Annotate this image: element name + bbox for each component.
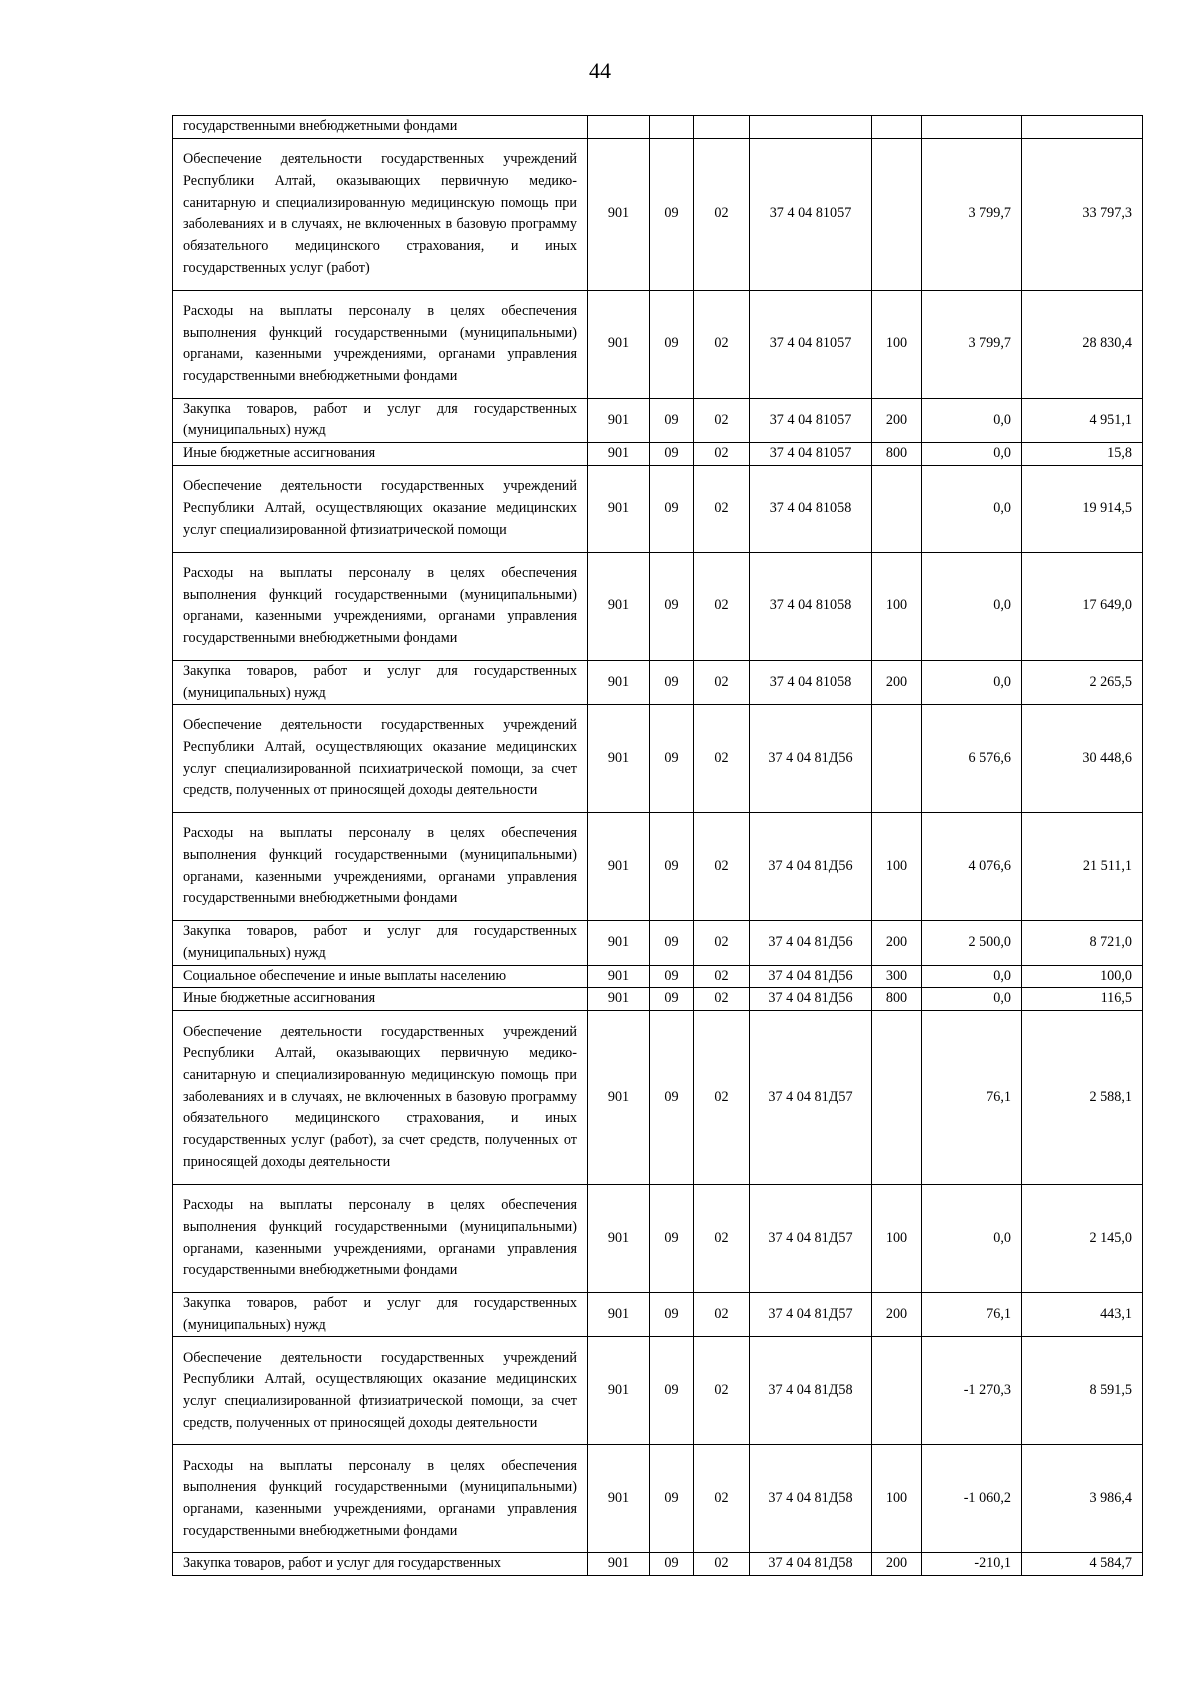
cell-section: 09 [650,1337,694,1445]
cell-target-article: 37 4 04 81Д57 [750,1293,872,1337]
row-name: Закупка товаров, работ и услуг для государственных (муниципальных) нужд [173,1293,588,1337]
cell-subsection: 02 [694,660,750,704]
cell-expense-type: 200 [872,1553,922,1576]
cell-amount-total: 8 721,0 [1022,921,1143,965]
table-row [173,443,1143,466]
cell-amount-total: 116,5 [1022,988,1143,1011]
cell-expense-type: 200 [872,660,922,704]
cell-ministry-code: 901 [588,552,650,660]
budget-table [172,115,1143,1576]
cell-amount-change: -210,1 [922,1553,1022,1576]
cell-amount-change: 0,0 [922,398,1022,442]
cell-ministry-code: 901 [588,1185,650,1293]
table-row [173,921,1143,965]
cell-subsection: 02 [694,290,750,398]
cell-amount-total: 33 797,3 [1022,138,1143,290]
cell-ministry-code: 901 [588,813,650,921]
row-name: Обеспечение деятельности государственных учреждений Республики Алтай, оказывающих первичную медико-санитарную и специализированную медицинскую помощь при заболеваниях и в случаях, не включенных в базовую программу обязательного медицинского страхования, и иных государственных услуг (работ) [173,138,588,290]
cell-amount-total: 17 649,0 [1022,552,1143,660]
cell-section: 09 [650,1011,694,1185]
row-name: Иные бюджетные ассигнования [173,988,588,1011]
cell-ministry-code: 901 [588,660,650,704]
cell-amount-change: 76,1 [922,1293,1022,1337]
cell-ministry-code: 901 [588,1337,650,1445]
cell-target-article: 37 4 04 81Д56 [750,965,872,988]
cell-subsection: 02 [694,921,750,965]
cell-target-article: 37 4 04 81Д58 [750,1445,872,1553]
cell-target-article: 37 4 04 81Д58 [750,1337,872,1445]
cell-subsection: 02 [694,1185,750,1293]
cell-amount-change: -1 270,3 [922,1337,1022,1445]
cell-ministry-code: 901 [588,465,650,552]
cell-section [650,116,694,139]
cell-amount-change: 76,1 [922,1011,1022,1185]
table-row [173,1337,1143,1445]
table-body [173,116,1143,1576]
table-row [173,813,1143,921]
cell-target-article: 37 4 04 81057 [750,443,872,466]
cell-amount-change: 0,0 [922,465,1022,552]
cell-amount-total [1022,116,1143,139]
cell-subsection [694,116,750,139]
cell-expense-type: 200 [872,921,922,965]
cell-subsection: 02 [694,465,750,552]
cell-amount-total: 3 986,4 [1022,1445,1143,1553]
table-row [173,1293,1143,1337]
cell-section: 09 [650,1445,694,1553]
cell-amount-change: 3 799,7 [922,290,1022,398]
cell-expense-type: 100 [872,813,922,921]
row-name: Закупка товаров, работ и услуг для государственных (муниципальных) нужд [173,660,588,704]
cell-section: 09 [650,813,694,921]
cell-target-article: 37 4 04 81058 [750,660,872,704]
cell-expense-type [872,138,922,290]
row-name: Расходы на выплаты персоналу в целях обеспечения выполнения функций государственными (муниципальными) органами, казенными учреждениями, органами управления государственными внебюджетными фондами [173,1445,588,1553]
cell-subsection: 02 [694,1553,750,1576]
table-row [173,660,1143,704]
cell-ministry-code: 901 [588,1293,650,1337]
cell-expense-type: 200 [872,1293,922,1337]
table-row [173,705,1143,813]
cell-amount-total: 443,1 [1022,1293,1143,1337]
row-name: Расходы на выплаты персоналу в целях обеспечения выполнения функций государственными (муниципальными) органами, казенными учреждениями, органами управления государственными внебюджетными фондами [173,813,588,921]
table-row [173,965,1143,988]
cell-amount-change: -1 060,2 [922,1445,1022,1553]
table-row [173,1445,1143,1553]
cell-amount-total: 30 448,6 [1022,705,1143,813]
cell-section: 09 [650,705,694,813]
cell-subsection: 02 [694,138,750,290]
row-name: Расходы на выплаты персоналу в целях обеспечения выполнения функций государственными (муниципальными) органами, казенными учреждениями, органами управления государственными внебюджетными фондами [173,1185,588,1293]
cell-amount-total: 21 511,1 [1022,813,1143,921]
cell-amount-change: 0,0 [922,552,1022,660]
cell-target-article: 37 4 04 81Д57 [750,1185,872,1293]
cell-expense-type [872,705,922,813]
table-row [173,465,1143,552]
cell-target-article: 37 4 04 81Д56 [750,988,872,1011]
cell-subsection: 02 [694,988,750,1011]
cell-target-article: 37 4 04 81057 [750,398,872,442]
row-name: Обеспечение деятельности государственных учреждений Республики Алтай, оказывающих первичную медико-санитарную и специализированную медицинскую помощь при заболеваниях и в случаях, не включенных в базовую программу обязательного медицинского страхования, и иных государственных услуг (работ), за счет средств, полученных от приносящей доходы деятельности [173,1011,588,1185]
cell-section: 09 [650,660,694,704]
cell-subsection: 02 [694,965,750,988]
cell-amount-total: 15,8 [1022,443,1143,466]
cell-amount-change: 3 799,7 [922,138,1022,290]
cell-ministry-code: 901 [588,290,650,398]
cell-subsection: 02 [694,1337,750,1445]
cell-section: 09 [650,1293,694,1337]
table-row [173,1011,1143,1185]
cell-target-article [750,116,872,139]
cell-expense-type: 100 [872,1185,922,1293]
cell-expense-type [872,1011,922,1185]
row-name: Расходы на выплаты персоналу в целях обеспечения выполнения функций государственными (муниципальными) органами, казенными учреждениями, органами управления государственными внебюджетными фондами [173,290,588,398]
table-row [173,988,1143,1011]
cell-section: 09 [650,465,694,552]
table-row [173,1185,1143,1293]
cell-expense-type [872,116,922,139]
cell-amount-change [922,116,1022,139]
cell-ministry-code: 901 [588,1553,650,1576]
row-name: Обеспечение деятельности государственных учреждений Республики Алтай, осуществляющих оказание медицинских услуг специализированной психиатрической помощи, за счет средств, полученных от приносящей доходы деятельности [173,705,588,813]
cell-section: 09 [650,1553,694,1576]
row-name: Социальное обеспечение и иные выплаты населению [173,965,588,988]
cell-amount-total: 19 914,5 [1022,465,1143,552]
cell-ministry-code: 901 [588,398,650,442]
table-row [173,398,1143,442]
cell-amount-change: 0,0 [922,965,1022,988]
cell-ministry-code: 901 [588,138,650,290]
cell-expense-type: 300 [872,965,922,988]
cell-subsection: 02 [694,813,750,921]
cell-target-article: 37 4 04 81057 [750,290,872,398]
cell-expense-type: 100 [872,1445,922,1553]
cell-amount-total: 4 951,1 [1022,398,1143,442]
cell-expense-type: 100 [872,552,922,660]
cell-expense-type [872,465,922,552]
cell-subsection: 02 [694,705,750,813]
cell-section: 09 [650,988,694,1011]
cell-section: 09 [650,290,694,398]
cell-amount-change: 4 076,6 [922,813,1022,921]
cell-target-article: 37 4 04 81058 [750,465,872,552]
cell-amount-total: 100,0 [1022,965,1143,988]
cell-subsection: 02 [694,1445,750,1553]
cell-ministry-code: 901 [588,1011,650,1185]
cell-subsection: 02 [694,398,750,442]
cell-subsection: 02 [694,1293,750,1337]
cell-amount-total: 2 588,1 [1022,1011,1143,1185]
cell-section: 09 [650,552,694,660]
cell-amount-change: 6 576,6 [922,705,1022,813]
table-row [173,138,1143,290]
cell-target-article: 37 4 04 81Д56 [750,705,872,813]
table-row [173,1553,1143,1576]
row-name: Обеспечение деятельности государственных учреждений Республики Алтай, осуществляющих оказание медицинских услуг специализированной фтизиатрической помощи, за счет средств, полученных от приносящей доходы деятельности [173,1337,588,1445]
cell-expense-type [872,1337,922,1445]
cell-expense-type: 800 [872,443,922,466]
cell-amount-change: 2 500,0 [922,921,1022,965]
cell-target-article: 37 4 04 81Д56 [750,921,872,965]
cell-target-article: 37 4 04 81Д58 [750,1553,872,1576]
cell-section: 09 [650,965,694,988]
cell-expense-type: 200 [872,398,922,442]
cell-subsection: 02 [694,443,750,466]
cell-subsection: 02 [694,1011,750,1185]
cell-expense-type: 100 [872,290,922,398]
table-row [173,290,1143,398]
row-name: государственными внебюджетными фондами [173,116,588,139]
cell-amount-change: 0,0 [922,1185,1022,1293]
cell-amount-change: 0,0 [922,988,1022,1011]
row-name: Расходы на выплаты персоналу в целях обеспечения выполнения функций государственными (муниципальными) органами, казенными учреждениями, органами управления государственными внебюджетными фондами [173,552,588,660]
cell-target-article: 37 4 04 81058 [750,552,872,660]
cell-amount-total: 4 584,7 [1022,1553,1143,1576]
cell-amount-total: 28 830,4 [1022,290,1143,398]
cell-section: 09 [650,1185,694,1293]
row-name: Обеспечение деятельности государственных учреждений Республики Алтай, осуществляющих оказание медицинских услуг специализированной фтизиатрической помощи [173,465,588,552]
cell-target-article: 37 4 04 81Д56 [750,813,872,921]
row-name: Закупка товаров, работ и услуг для государственных [173,1553,588,1576]
cell-amount-total: 2 265,5 [1022,660,1143,704]
row-name: Закупка товаров, работ и услуг для государственных (муниципальных) нужд [173,398,588,442]
cell-section: 09 [650,443,694,466]
cell-section: 09 [650,138,694,290]
cell-ministry-code: 901 [588,443,650,466]
row-name: Иные бюджетные ассигнования [173,443,588,466]
page-number: 44 [589,58,611,83]
cell-expense-type: 800 [872,988,922,1011]
cell-amount-change: 0,0 [922,660,1022,704]
cell-section: 09 [650,398,694,442]
cell-ministry-code: 901 [588,965,650,988]
cell-target-article: 37 4 04 81Д57 [750,1011,872,1185]
cell-ministry-code [588,116,650,139]
cell-ministry-code: 901 [588,705,650,813]
cell-target-article: 37 4 04 81057 [750,138,872,290]
cell-amount-total: 2 145,0 [1022,1185,1143,1293]
row-name: Закупка товаров, работ и услуг для государственных (муниципальных) нужд [173,921,588,965]
cell-amount-total: 8 591,5 [1022,1337,1143,1445]
cell-ministry-code: 901 [588,921,650,965]
cell-ministry-code: 901 [588,988,650,1011]
cell-amount-change: 0,0 [922,443,1022,466]
cell-subsection: 02 [694,552,750,660]
cell-section: 09 [650,921,694,965]
table-row [173,116,1143,139]
table-row [173,552,1143,660]
cell-ministry-code: 901 [588,1445,650,1553]
